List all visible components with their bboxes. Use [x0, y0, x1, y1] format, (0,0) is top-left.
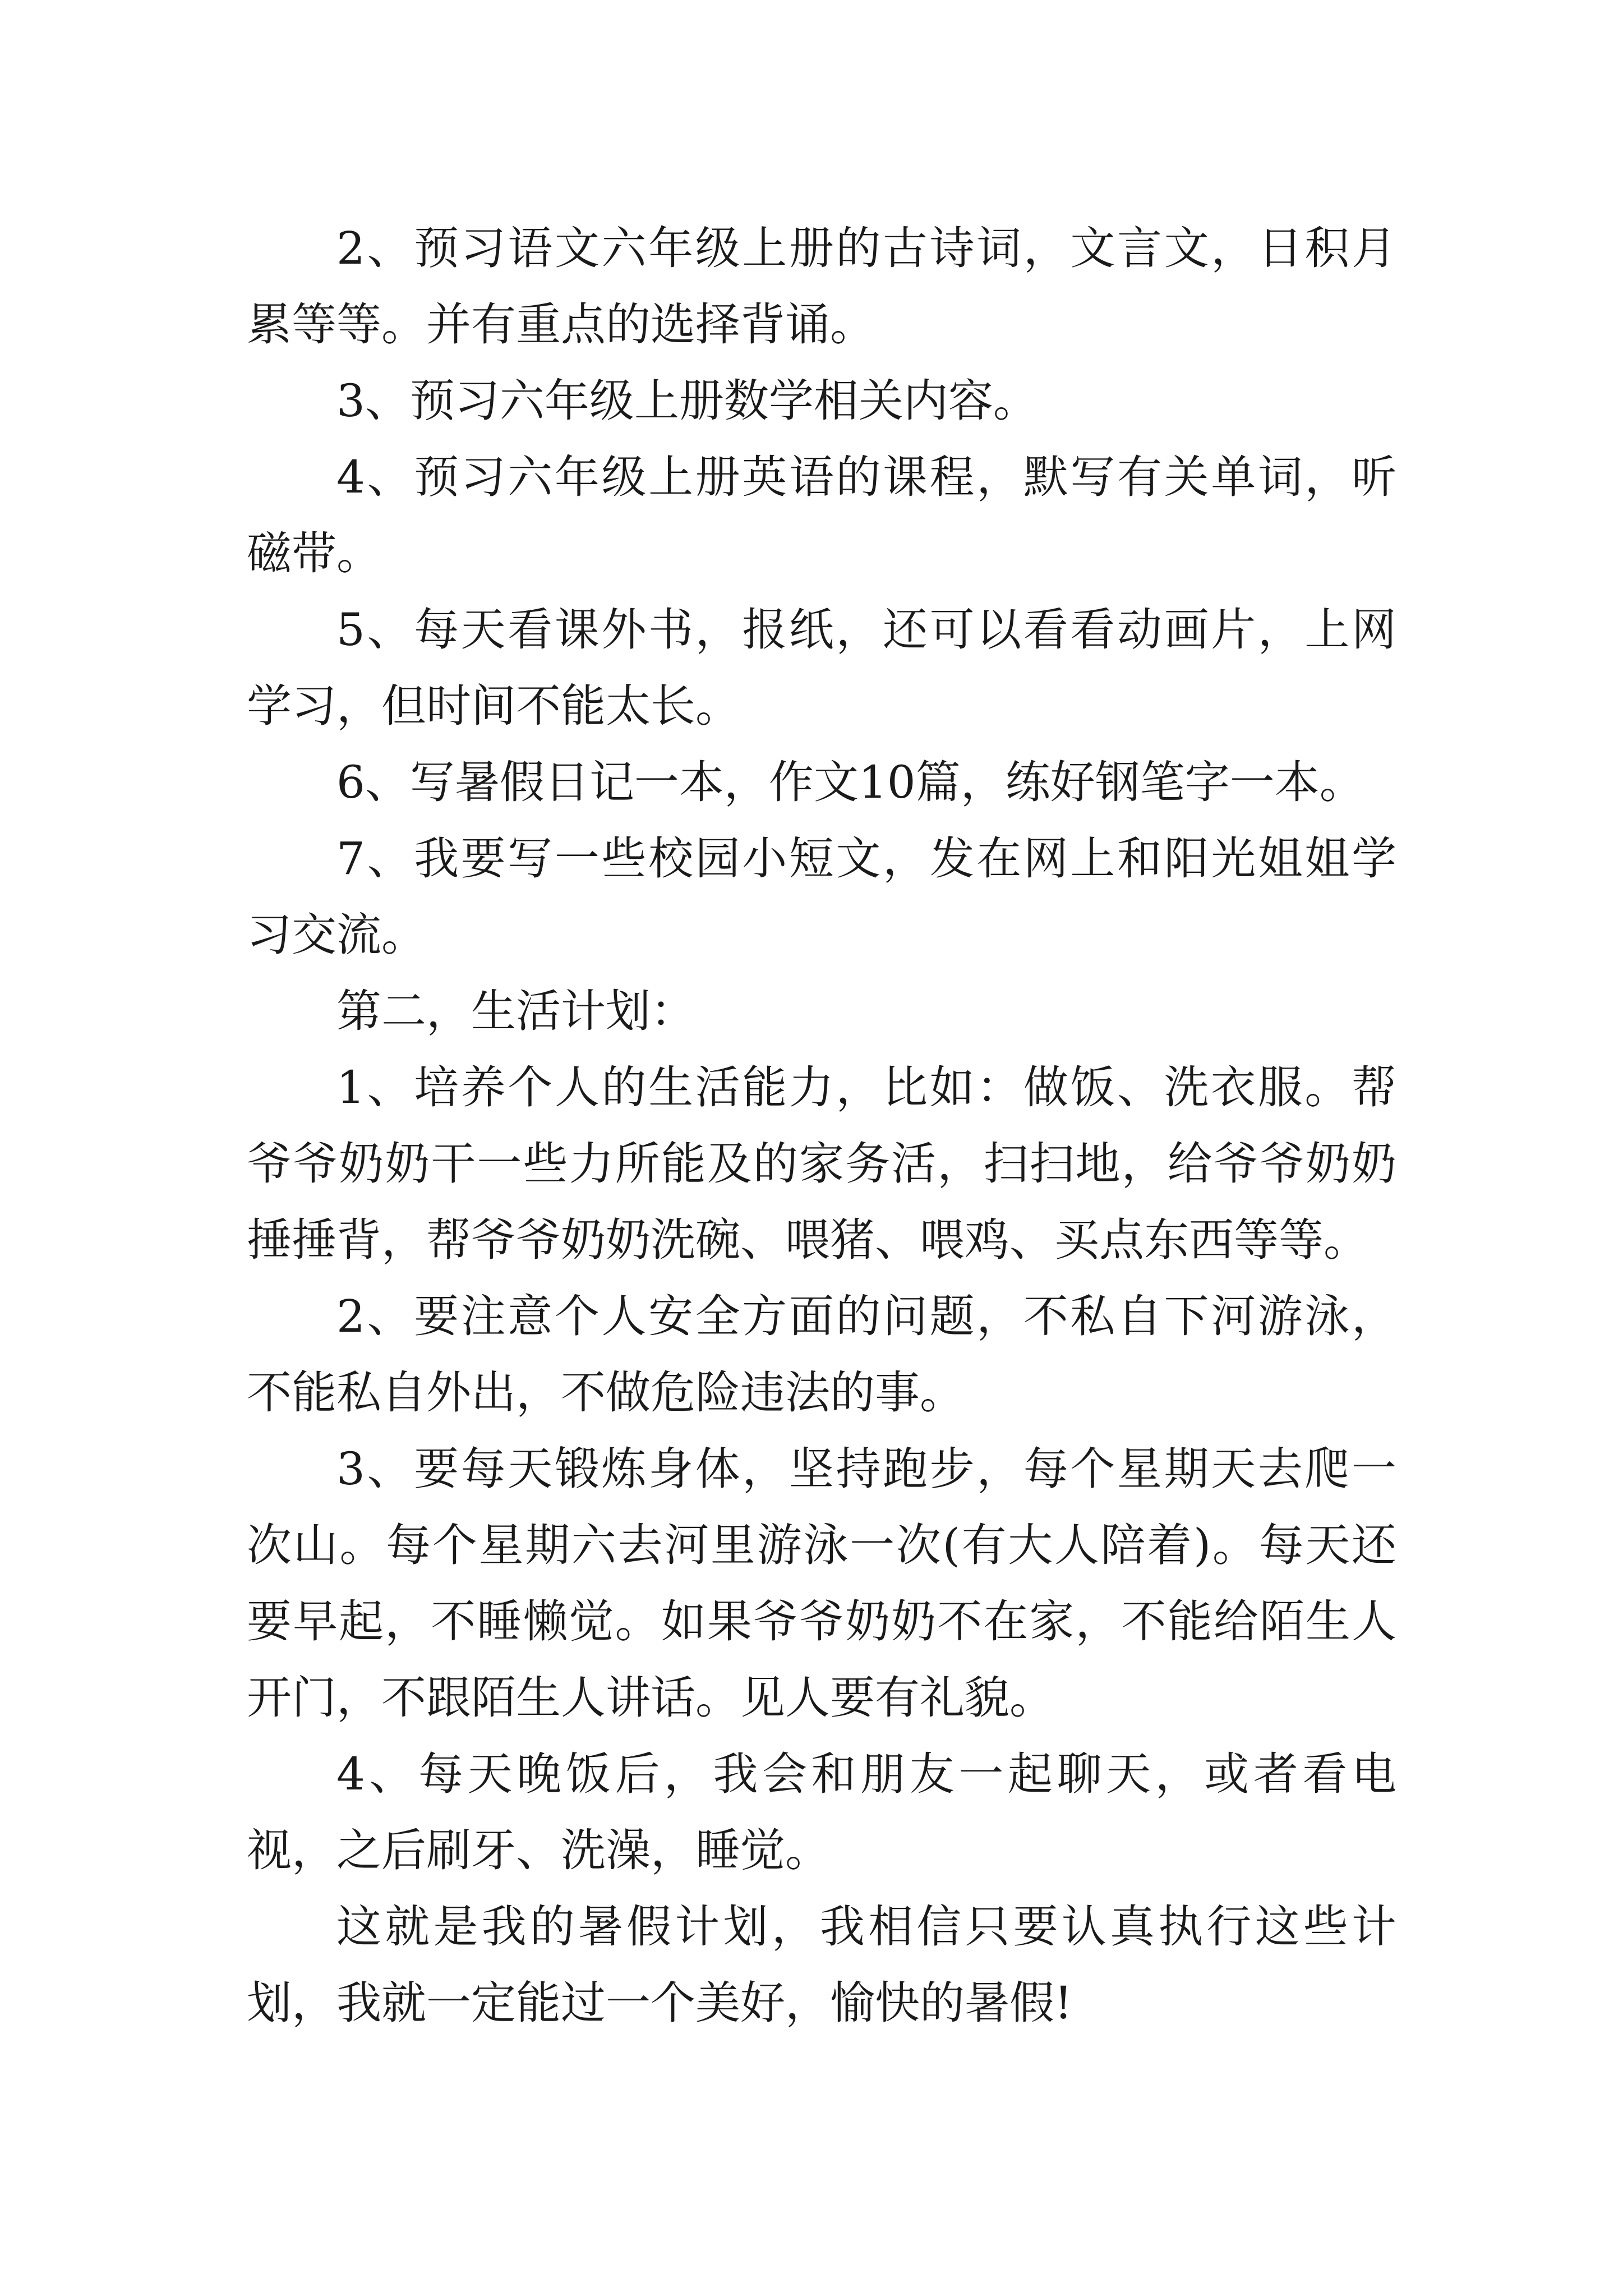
paragraph-study-item-5: 5、每天看课外书，报纸，还可以看看动画片，上网学习，但时间不能太长。: [247, 604, 1396, 732]
paragraph-life-item-1: 1、培养个人的生活能力，比如：做饭、洗衣服。帮爷爷奶奶干一些力所能及的家务活，扫扫地，给爷爷奶奶捶捶背，帮爷爷奶奶洗碗、喂猪、喂鸡、买点东西等等。: [247, 1061, 1396, 1266]
paragraph-study-item-2: 2、预习语文六年级上册的古诗词，文言文，日积月累等等。并有重点的选择背诵。: [247, 222, 1396, 351]
paragraph-study-item-6: 6、写暑假日记一本，作文10篇，练好钢笔字一本。: [336, 756, 1364, 808]
paragraph-life-item-3: 3、要每天锻炼身体，坚持跑步，每个星期天去爬一次山。每个星期六去河里游泳一次(有大人陪着)。每天还要早起，不睡懒觉。如果爷爷奶奶不在家，不能给陌生人开门，不跟陌生人讲话。见人要有礼貌。: [247, 1443, 1396, 1724]
paragraph-life-item-4: 4、每天晚饭后，我会和朋友一起聊天，或者看电视，之后刷牙、洗澡，睡觉。: [247, 1748, 1396, 1876]
section-heading-life-plan: 第二，生活计划：: [336, 985, 695, 1037]
paragraph-study-item-3: 3、预习六年级上册数学相关内容。: [336, 375, 1038, 427]
paragraph-conclusion: 这就是我的暑假计划，我相信只要认真执行这些计划，我就一定能过一个美好，愉快的暑假!: [247, 1901, 1396, 2029]
paragraph-study-item-7: 7、我要写一些校园小短文，发在网上和阳光姐姐学习交流。: [247, 832, 1396, 961]
paragraph-study-item-4: 4、预习六年级上册英语的课程，默写有关单词，听磁带。: [247, 451, 1396, 579]
document-body: [247, 210, 1396, 2041]
paragraph-life-item-2: 2、要注意个人安全方面的问题，不私自下河游泳，不能私自外出，不做危险违法的事。: [247, 1290, 1396, 1419]
